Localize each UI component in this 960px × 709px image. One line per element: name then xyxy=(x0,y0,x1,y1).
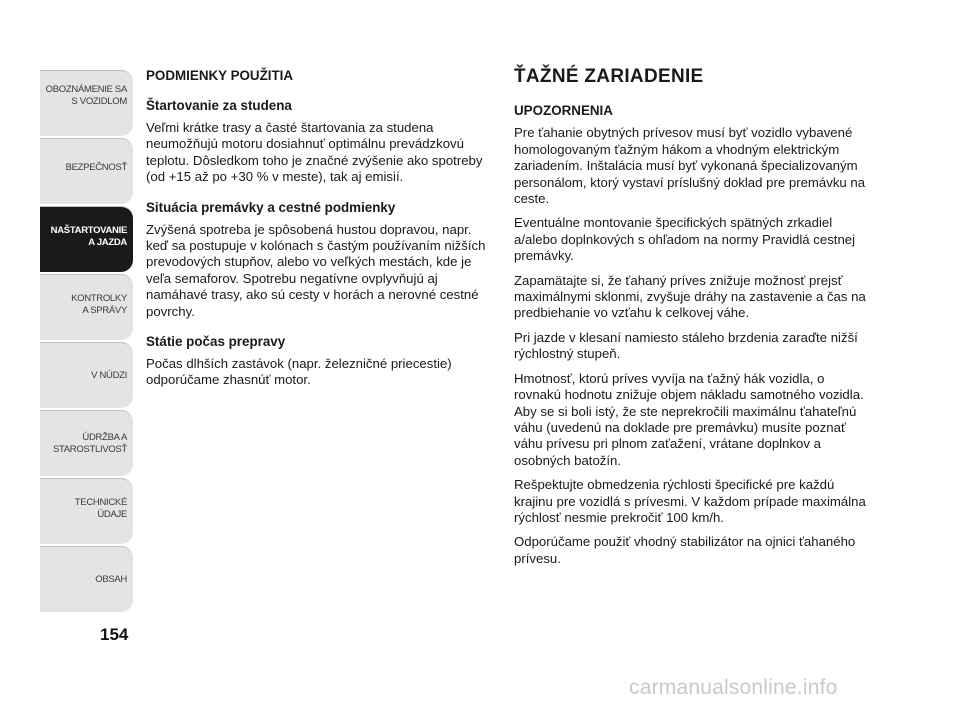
tab-bezpecnost[interactable] xyxy=(40,138,133,204)
tab-label: BEZPEČNOSŤ xyxy=(65,162,127,173)
tab-nastartovanie[interactable] xyxy=(40,206,133,272)
paragraph: Zvýšená spotreba je spôsobená hustou dopravou, napr. keď sa postupuje v kolónach s častým používaním nižších prevodových stupňov, alebo vo veľkých mestách, kde je veľa semaforov. Spotrebu negatívne ovplyvňujú aj namáhavé trasy, ako sú cesty v horách a nerovné cestné povrchy. xyxy=(146,221,486,319)
paragraph: Veľmi krátke trasy a časté štartovania za studena neumožňujú motoru dosiahnuť optimálnu prevádzkovú teplotu. Dôsledkom toho je značné zvýšenie ako spotreby (od +15 až po +30 % v meste), tak aj emisií. xyxy=(146,120,483,185)
tab-label: A SPRÁVY xyxy=(82,305,127,316)
tab-label: TECHNICKÉ xyxy=(74,497,127,508)
page-number: 154 xyxy=(100,625,129,644)
tab-v-nudzi[interactable] xyxy=(40,342,133,408)
tab-obsah[interactable] xyxy=(40,546,133,612)
tab-label: ÚDRŽBA A xyxy=(82,432,127,443)
warnings-title: UPOZORNENIA xyxy=(514,103,613,119)
tab-kontrolky[interactable] xyxy=(40,274,133,340)
tab-label: STAROSTLIVOSŤ xyxy=(52,444,127,455)
tab-udrzba[interactable] xyxy=(40,410,133,476)
tab-label: OBSAH xyxy=(95,574,127,585)
watermark: carmanualsonline.info xyxy=(629,676,838,699)
paragraph: Pri jazde v klesaní namiesto stáleho brzdenia zaraďte nižší rýchlostný stupeň. xyxy=(514,329,858,362)
section-heading: PODMIENKY POUŽITIA xyxy=(146,68,294,83)
paragraph: Počas dlhších zastávok (napr. železničné priecestie) odporúčame zhasnúť motor. xyxy=(146,356,452,388)
right-column xyxy=(514,66,874,575)
chapter-sidebar xyxy=(40,70,133,614)
paragraph: Odporúčame použiť vhodný stabilizátor na ojnici ťahaného prívesu. xyxy=(514,534,856,566)
tab-label: V NÚDZI xyxy=(91,370,127,381)
tab-label: KONTROLKY xyxy=(71,293,127,304)
subsection-title: Situácia premávky a cestné podmienky xyxy=(146,199,396,215)
paragraph: Pre ťahanie obytných prívesov musí byť vozidlo vybavené homologovaným ťažným hákom a vhodným elektrickým zariadením. Inštalácia musí byť vykonaná špecializovaným personálom, ktorý vystaví príslušný doklad pre premávku na ceste. xyxy=(514,125,866,207)
paragraph: Eventuálne montovanie špecifických spätných zrkadiel a/alebo doplnkových s ohľadom na normy Pravidlá cestnej premávky. xyxy=(514,215,856,264)
tab-label: ÚDAJE xyxy=(97,509,127,520)
left-column xyxy=(146,68,491,397)
tab-label: OBOZNÁMENIE SA xyxy=(45,84,127,95)
page-title: ŤAŽNÉ ZARIADENIE xyxy=(514,66,704,87)
tab-label: A JAZDA xyxy=(88,237,127,248)
paragraph: Rešpektujte obmedzenia rýchlosti špecifické pre každú krajinu pre vozidlá s prívesmi. V každom prípade maximálna rýchlosť nesmie prekročiť 100 km/h. xyxy=(514,477,866,525)
paragraph: Zapamätajte si, že ťahaný príves znižuje možnosť prejsť maximálnymi sklonmi, zvyšuje dráhy na zastavenie a čas na predbiehanie vo vzťahu k celkovej váhe. xyxy=(514,272,866,321)
subsection-title: Státie počas prepravy xyxy=(146,334,286,350)
subsection-title: Štartovanie za studena xyxy=(146,98,292,113)
tab-label: S VOZIDLOM xyxy=(71,96,127,107)
paragraph: Hmotnosť, ktorú príves vyvíja na ťažný hák vozidla, o rovnakú hodnotu znižuje objem nákladu samotného vozidla. Aby se si boli istý, že ste neprekročili maximálnu ťahateľnú váhu (uvedenú na doklade pre premávku) musíte poznať váhu prívesu pri plnom zaťažení, vrátane doplnkov a osobných batožín. xyxy=(514,370,864,468)
tab-oboznamenie[interactable] xyxy=(40,70,133,136)
tab-label: NAŠTARTOVANIE xyxy=(50,225,127,236)
tab-technicke-udaje[interactable] xyxy=(40,478,133,544)
